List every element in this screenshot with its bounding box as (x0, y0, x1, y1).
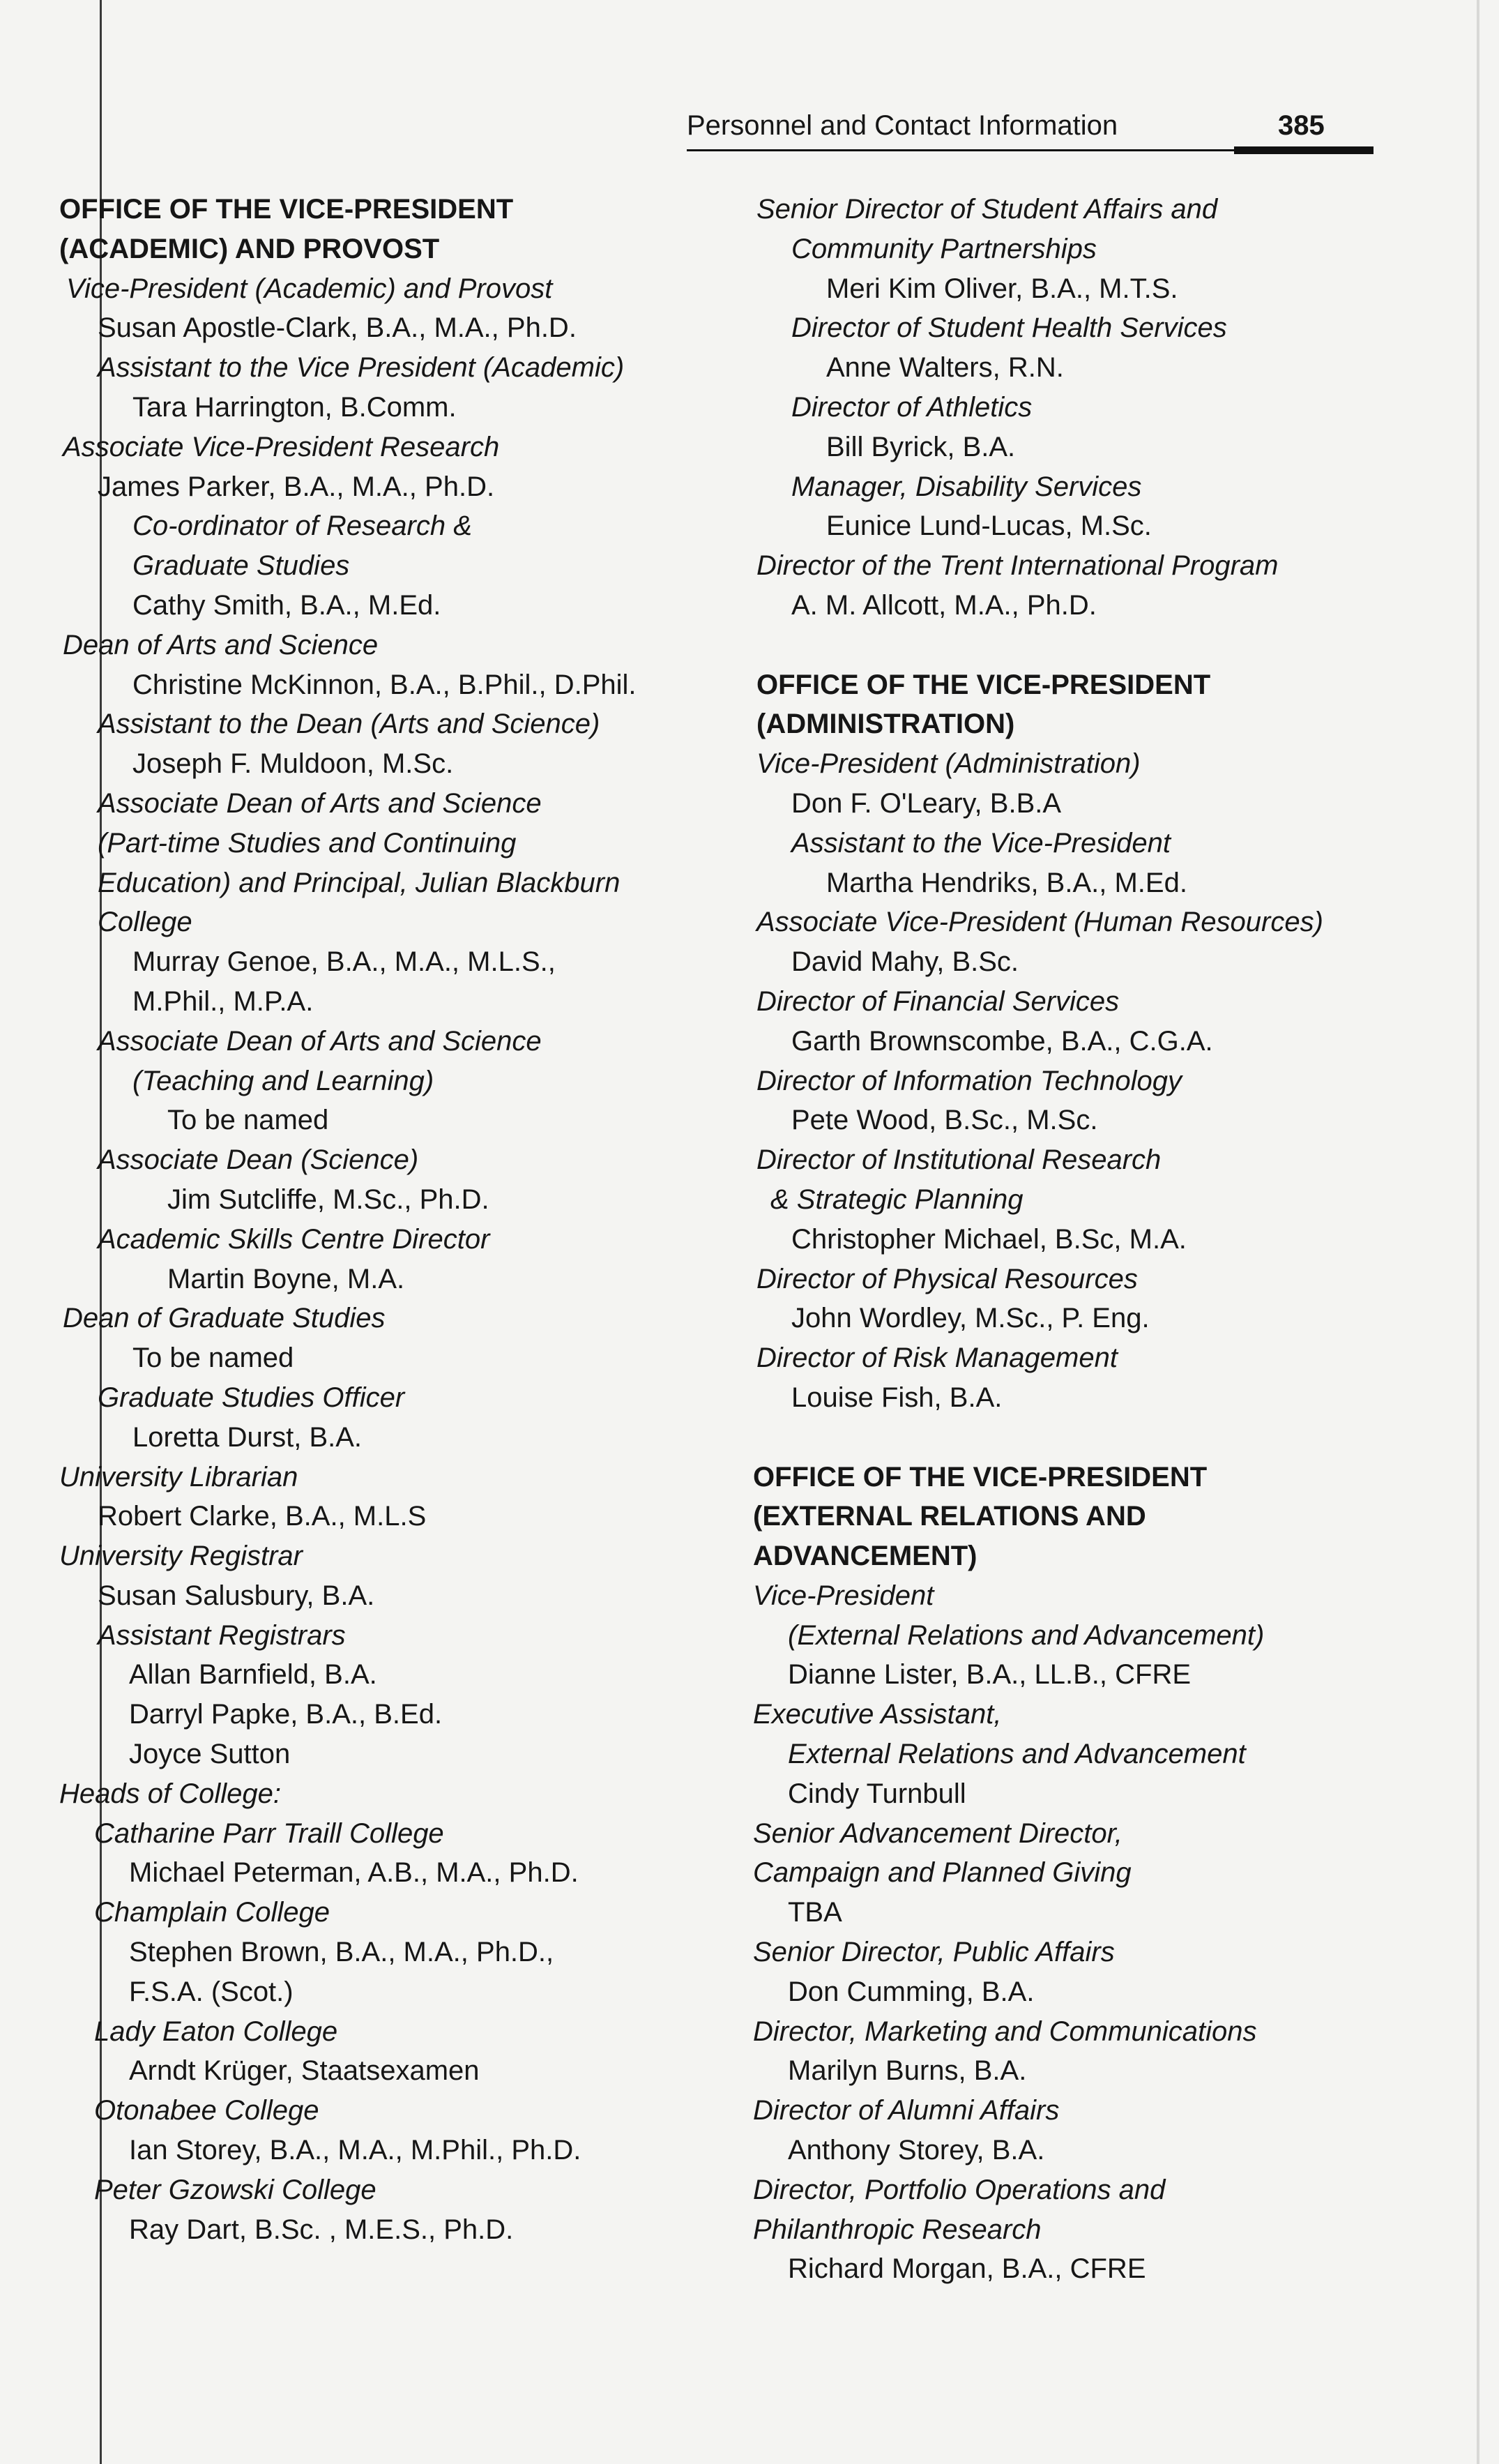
position-title: Associate Vice-President (Human Resources) (756, 907, 1323, 938)
position-title: Director, Portfolio Operations and (753, 2174, 1166, 2205)
position-title: Graduate Studies (132, 550, 350, 582)
person-name: Christopher Michael, B.Sc, M.A. (791, 1223, 1187, 1255)
person-name: Arndt Krüger, Staatsexamen (129, 2055, 480, 2087)
position-title: Graduate Studies Officer (98, 1382, 405, 1413)
position-title: Catharine Parr Traill College (94, 1817, 444, 1849)
person-name: Susan Salusbury, B.A. (98, 1580, 375, 1611)
right-column (750, 190, 1398, 2289)
person-name: Anne Walters, R.N. (826, 352, 1064, 384)
person-name: To be named (167, 1105, 329, 1136)
position-title: Community Partnerships (791, 233, 1097, 264)
position-title: Philanthropic Research (753, 2214, 1042, 2245)
position-title: Director of Student Health Services (791, 312, 1227, 344)
position-title: Assistant to the Vice President (Academic) (98, 352, 625, 384)
person-name: M.Phil., M.P.A. (132, 985, 314, 1017)
position-title: Associate Dean of Arts and Science (98, 787, 542, 819)
position-title: Senior Advancement Director, (753, 1817, 1123, 1849)
section-heading: (EXTERNAL RELATIONS AND (753, 1501, 1146, 1532)
position-title: Director of Financial Services (756, 985, 1120, 1017)
person-name: Marilyn Burns, B.A. (788, 2055, 1027, 2087)
person-name: Tara Harrington, B.Comm. (132, 391, 457, 423)
position-title: Champlain College (94, 1897, 330, 1928)
person-name: Murray Genoe, B.A., M.A., M.L.S., (132, 946, 556, 978)
person-name: Robert Clarke, B.A., M.L.S (98, 1501, 427, 1532)
position-title: Associate Dean of Arts and Science (98, 1025, 542, 1057)
person-name: Meri Kim Oliver, B.A., M.T.S. (826, 273, 1178, 304)
section-heading: OFFICE OF THE VICE-PRESIDENT (756, 669, 1211, 700)
person-name: Anthony Storey, B.A. (788, 2135, 1045, 2166)
position-title: Director of Information Technology (756, 1065, 1182, 1096)
position-title: Assistant to the Vice-President (791, 827, 1171, 859)
position-title: Director, Marketing and Communications (753, 2016, 1257, 2047)
person-name: Don Cumming, B.A. (788, 1976, 1035, 2007)
position-title: Executive Assistant, (753, 1699, 1002, 1730)
page-edge-shadow (1477, 0, 1479, 2464)
person-name: Jim Sutcliffe, M.Sc., Ph.D. (167, 1184, 489, 1215)
person-name: Ian Storey, B.A., M.A., M.Phil., Ph.D. (129, 2135, 581, 2166)
person-name: Stephen Brown, B.A., M.A., Ph.D., (129, 1937, 554, 1968)
running-header-title: Personnel and Contact Information (687, 110, 1118, 141)
position-title: Assistant Registrars (98, 1619, 346, 1651)
position-title: Director of the Trent International Program (756, 550, 1279, 582)
position-title: University Librarian (59, 1461, 298, 1492)
position-title: (Part-time Studies and Continuing (98, 827, 517, 859)
person-name: To be named (132, 1343, 294, 1374)
person-name: Cindy Turnbull (788, 1778, 966, 1809)
position-title: University Registrar (59, 1541, 303, 1572)
position-title: Vice-President (753, 1580, 934, 1611)
position-title: Assistant to the Dean (Arts and Science) (98, 709, 600, 740)
running-header (687, 105, 1374, 153)
position-title: Director of Alumni Affairs (753, 2095, 1060, 2126)
person-name: David Mahy, B.Sc. (791, 946, 1019, 978)
position-title: Senior Director of Student Affairs and (756, 194, 1218, 225)
position-title: Director of Physical Resources (756, 1263, 1138, 1294)
position-title: Vice-President (Administration) (756, 748, 1141, 780)
person-name: Don F. O'Leary, B.B.A (791, 787, 1062, 819)
person-name: F.S.A. (Scot.) (129, 1976, 294, 2007)
position-title: Otonabee College (94, 2095, 319, 2126)
person-name: Cathy Smith, B.A., M.Ed. (132, 589, 441, 621)
person-name: Allan Barnfield, B.A. (129, 1659, 377, 1691)
position-title: Senior Director, Public Affairs (753, 1937, 1115, 1968)
person-name: Louise Fish, B.A. (791, 1382, 1003, 1413)
person-name: Dianne Lister, B.A., LL.B., CFRE (788, 1659, 1192, 1691)
person-name: Martha Hendriks, B.A., M.Ed. (826, 867, 1187, 898)
person-name: Darryl Papke, B.A., B.Ed. (129, 1699, 443, 1730)
position-title: (Teaching and Learning) (132, 1065, 434, 1096)
position-title: Heads of College: (59, 1778, 281, 1809)
header-rule-accent (1234, 146, 1374, 154)
page-number: 385 (1278, 110, 1325, 141)
section-heading: (ADMINISTRATION) (756, 709, 1015, 740)
person-name: TBA (788, 1897, 842, 1928)
person-name: Martin Boyne, M.A. (167, 1263, 405, 1294)
person-name: Loretta Durst, B.A. (132, 1421, 363, 1453)
position-title: Associate Dean (Science) (98, 1144, 419, 1176)
person-name: Joyce Sutton (129, 1739, 291, 1770)
person-name: Pete Wood, B.Sc., M.Sc. (791, 1105, 1098, 1136)
left-column (59, 190, 708, 2249)
position-title: Peter Gzowski College (94, 2174, 376, 2205)
position-title: Director of Institutional Research (756, 1144, 1162, 1176)
section-heading: ADVANCEMENT) (753, 1541, 977, 1572)
person-name: Ray Dart, B.Sc. , M.E.S., Ph.D. (129, 2214, 514, 2245)
position-title: Dean of Graduate Studies (63, 1303, 386, 1334)
position-title: Director of Athletics (791, 391, 1033, 423)
person-name: Christine McKinnon, B.A., B.Phil., D.Phil. (132, 669, 637, 700)
person-name: Michael Peterman, A.B., M.A., Ph.D. (129, 1857, 579, 1889)
person-name: John Wordley, M.Sc., P. Eng. (791, 1303, 1150, 1334)
person-name: Garth Brownscombe, B.A., C.G.A. (791, 1025, 1213, 1057)
person-name: Susan Apostle-Clark, B.A., M.A., Ph.D. (98, 312, 577, 344)
person-name: Richard Morgan, B.A., CFRE (788, 2253, 1146, 2285)
person-name: Eunice Lund-Lucas, M.Sc. (826, 511, 1152, 542)
position-title: College (98, 907, 192, 938)
position-title: Vice-President (Academic) and Provost (66, 273, 553, 304)
section-heading: (ACADEMIC) AND PROVOST (59, 233, 440, 264)
position-title: Academic Skills Centre Director (98, 1223, 490, 1255)
section-spacer (750, 626, 1398, 665)
position-title: Associate Vice-President Research (63, 431, 500, 462)
position-title: (External Relations and Advancement) (788, 1619, 1265, 1651)
position-title: Co-ordinator of Research & (132, 511, 472, 542)
person-name: Joseph F. Muldoon, M.Sc. (132, 748, 454, 780)
position-title: Manager, Disability Services (791, 471, 1142, 502)
section-spacer (750, 1418, 1398, 1458)
position-title: Campaign and Planned Giving (753, 1857, 1132, 1889)
person-name: Bill Byrick, B.A. (826, 431, 1016, 462)
position-title: Director of Risk Management (756, 1343, 1118, 1374)
position-title: Lady Eaton College (94, 2016, 338, 2047)
section-heading: OFFICE OF THE VICE-PRESIDENT (753, 1461, 1208, 1492)
person-name: James Parker, B.A., M.A., Ph.D. (98, 471, 495, 502)
position-title: Dean of Arts and Science (63, 629, 379, 660)
position-title: External Relations and Advancement (788, 1739, 1246, 1770)
position-title: & Strategic Planning (770, 1184, 1024, 1215)
position-title: Education) and Principal, Julian Blackburn (98, 867, 621, 898)
person-name: A. M. Allcott, M.A., Ph.D. (791, 589, 1097, 621)
section-heading: OFFICE OF THE VICE-PRESIDENT (59, 194, 514, 225)
